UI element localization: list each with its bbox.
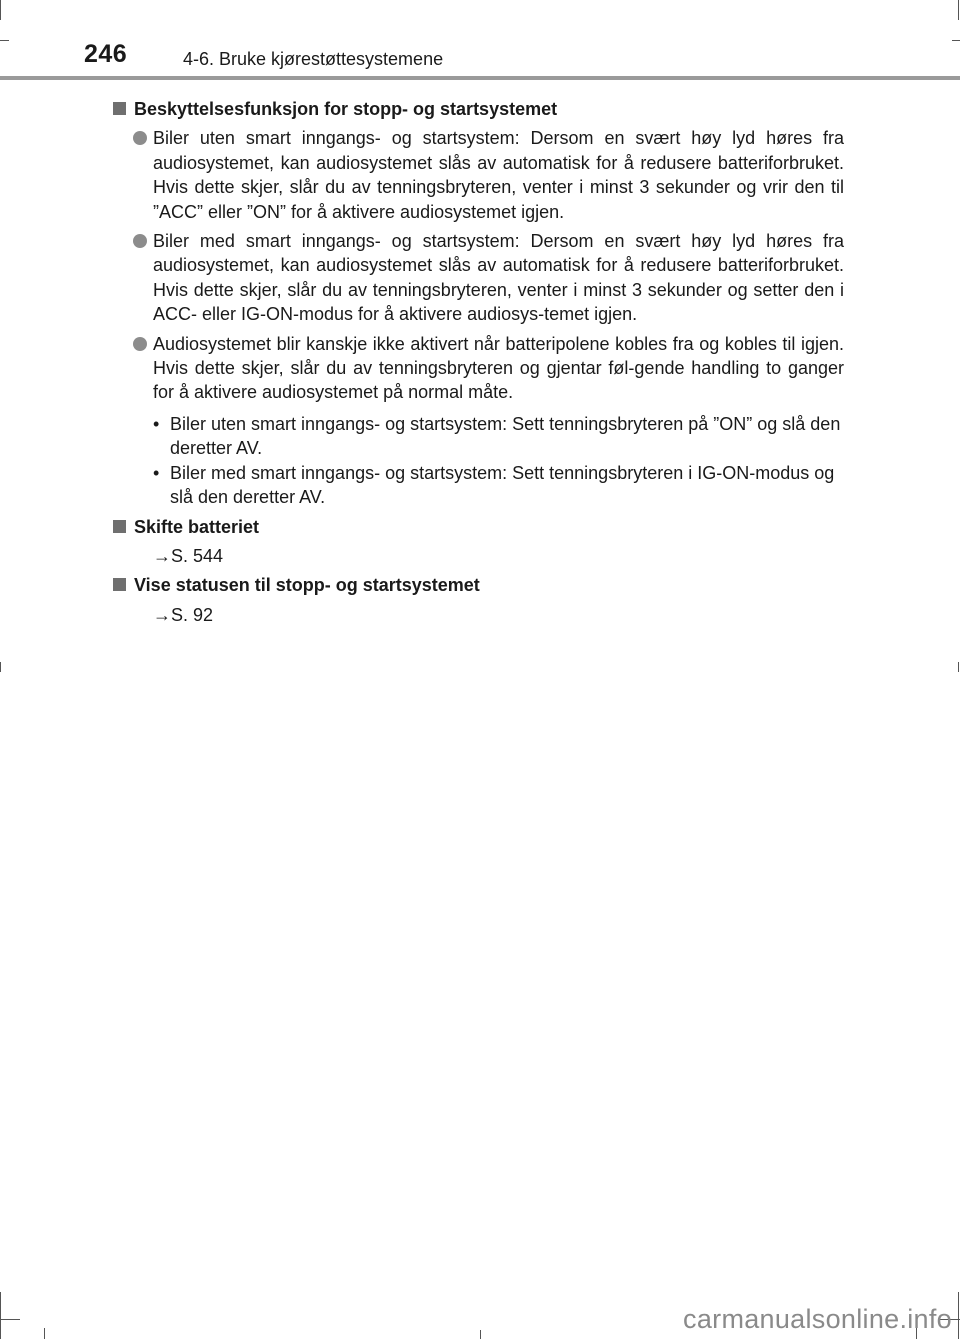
square-bullet-icon	[113, 520, 126, 533]
dot-marker-icon: •	[153, 462, 160, 483]
bullet-text: Biler med smart inngangs- og startsystem: Dersom en svært høy lyd høres fra audiosystemet, kan audiosystemet slås av automatisk for å redusere batteriforbruket. Hvis dette skjer, slår du av tenningsbryteren, venter i minst 3 sekunder og setter den i ACC- eller IG-ON-modus for å aktivere audiosys-temet igjen.	[153, 231, 844, 325]
sub-list-item	[112, 412, 844, 461]
sub-list-item	[112, 461, 844, 510]
circle-bullet-icon	[133, 234, 147, 248]
crop-mark	[0, 40, 9, 41]
chapter-title: 4-6. Bruke kjørestøttesystemene	[183, 49, 444, 69]
sub-item-text: Biler med smart inngangs- og startsystem: Sett tenningsbryteren i IG-ON-modus og slå den deretter AV.	[170, 462, 835, 508]
bullet-item	[112, 332, 844, 405]
square-bullet-icon	[113, 102, 126, 115]
page-number: 246	[84, 40, 128, 68]
section-heading	[112, 515, 844, 539]
crop-mark	[480, 1330, 481, 1339]
crop-mark	[958, 1292, 959, 1339]
crop-mark	[0, 1292, 1, 1339]
section-heading-text: Skifte batteriet	[134, 516, 260, 537]
section-heading-text: Beskyttelsesfunksjon for stopp- og startsystemet	[134, 99, 558, 119]
bullet-text: Audiosystemet blir kanskje ikke aktivert når batteripolene kobles fra og kobles til igjen. Hvis dette skjer, slår du av tenningsbryteren og gjentar føl-gende handling to ganger for å aktivere audiosystemet på normal måte.	[153, 333, 844, 403]
crop-mark	[958, 662, 959, 672]
section-heading	[112, 97, 844, 121]
bullet-text: Biler uten smart inngangs- og startsystem: Dersom en svært høy lyd høres fra audiosystemet, kan audiosystemet slås av automatisk for å redusere batteriforbruket. Hvis dette skjer, slår du av tenningsbryteren, venter i minst 3 sekunder og vrir den til ”ACC” eller ”ON” for å aktivere audiosystemet igjen.	[153, 128, 844, 222]
section-heading	[112, 573, 844, 597]
header-rule	[0, 76, 960, 80]
watermark: carmanualsonline.info	[683, 1304, 952, 1334]
crop-mark	[0, 662, 1, 672]
crop-mark	[0, 1319, 20, 1320]
crop-mark	[44, 1328, 45, 1339]
crop-mark	[952, 40, 960, 41]
section-heading-text: Vise statusen til stopp- og startsystemet	[134, 575, 480, 596]
sub-item-text: Biler uten smart inngangs- og startsystem: Sett tenningsbryteren på ”ON” og slå den deretter AV.	[170, 413, 841, 459]
circle-bullet-icon	[133, 131, 147, 145]
page-content	[112, 92, 844, 627]
crop-mark	[958, 0, 959, 20]
crop-mark	[0, 0, 1, 20]
sub-list	[112, 412, 844, 510]
bullet-item	[112, 126, 844, 224]
circle-bullet-icon	[133, 337, 147, 351]
dot-marker-icon: •	[153, 413, 160, 434]
bullet-item	[112, 229, 844, 327]
page-reference-link[interactable]: →S. 544	[153, 545, 224, 566]
square-bullet-icon	[113, 578, 126, 591]
page-reference-link[interactable]: →S. 92	[153, 604, 214, 625]
